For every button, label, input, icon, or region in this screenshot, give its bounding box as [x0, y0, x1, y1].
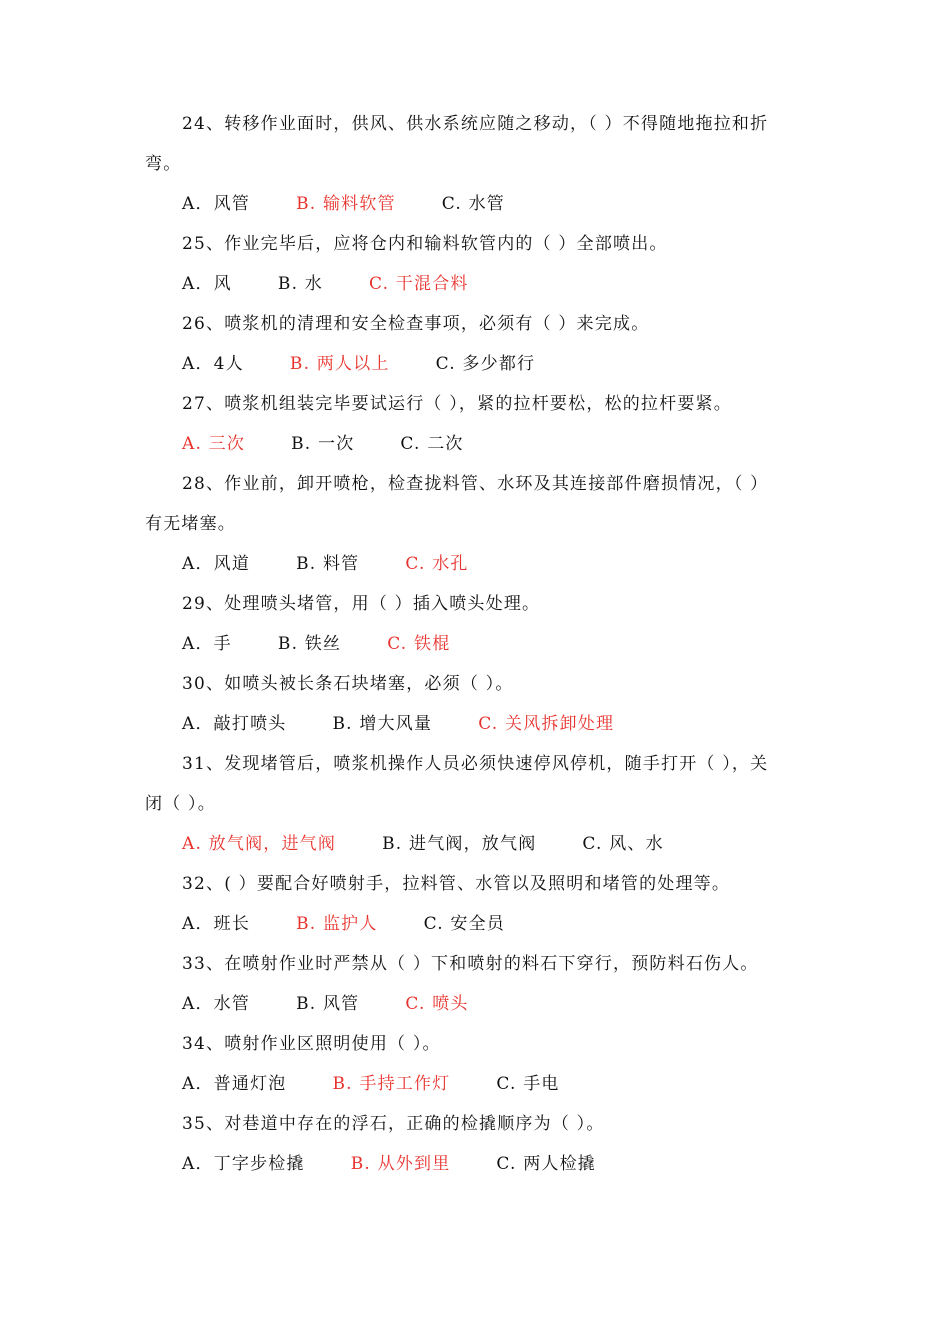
answer-option: C. 风、水	[582, 834, 664, 854]
question-stem: 33、在喷射作业时严禁从（ ）下和喷射的料石下穿行，预防料石伤人。	[182, 954, 759, 974]
question-stem: 29、处理喷头堵管，用（ ）插入喷头处理。	[182, 594, 541, 614]
correct-answer-option: C. 喷头	[405, 994, 469, 1014]
answer-option: C. 两人检撬	[496, 1154, 596, 1174]
question-stem: 30、如喷头被长条石块堵塞，必须（ ）。	[182, 674, 514, 694]
answer-option: C. 安全员	[423, 914, 506, 934]
answer-option: B. 水	[277, 274, 323, 294]
answer-option: B. 增大风量	[332, 714, 433, 734]
question-stem: 28、作业前，卸开喷枪，检查拢料管、水环及其连接部件磨损情况，（ ）	[182, 474, 769, 494]
answer-option: A．风管	[182, 194, 251, 214]
question-stem-continued: 闭（ ）。	[145, 794, 216, 814]
correct-answer-option: A. 三次	[182, 434, 246, 454]
answer-option: A．风	[182, 274, 232, 294]
question-stem: 27、喷浆机组装完毕要试运行（ ），紧的拉杆要松，松的拉杆要紧。	[182, 394, 732, 414]
correct-answer-option: B. 输料软管	[296, 194, 396, 214]
question-stem: 25、作业完毕后，应将仓内和输料软管内的（ ）全部喷出。	[182, 234, 668, 254]
answer-option: B. 料管	[296, 554, 360, 574]
answer-option: B. 铁丝	[277, 634, 342, 654]
question-stem-continued: 有无堵塞。	[145, 514, 236, 534]
question-stem: 35、对巷道中存在的浮石，正确的检撬顺序为（ ）。	[182, 1114, 605, 1134]
answer-option: A．敲打喷头	[182, 714, 287, 734]
correct-answer-option: C. 关风拆卸处理	[478, 714, 615, 734]
question-stem: 32、( ）要配合好喷射手，拉料管、水管以及照明和堵管的处理等。	[182, 874, 731, 894]
correct-answer-option: B. 手持工作灯	[332, 1074, 451, 1094]
answer-option: A．普通灯泡	[182, 1074, 287, 1094]
correct-answer-option: A. 放气阀，进气阀	[182, 834, 337, 854]
answer-option: A．水管	[182, 994, 251, 1014]
answer-option: A．班长	[182, 914, 251, 934]
correct-answer-option: C. 水孔	[405, 554, 469, 574]
correct-answer-option: C. 铁棍	[387, 634, 451, 654]
correct-answer-option: B. 监护人	[296, 914, 378, 934]
answer-option: C. 水管	[441, 194, 505, 214]
answer-option: A．风道	[182, 554, 251, 574]
question-stem: 31、发现堵管后，喷浆机操作人员必须快速停风停机，随手打开（ ），关	[182, 754, 769, 774]
correct-answer-option: B. 两人以上	[289, 354, 390, 374]
question-stem: 26、喷浆机的清理和安全检查事项，必须有（ ）来完成。	[182, 314, 650, 334]
question-stem: 24、转移作业面时，供风、供水系统应随之移动，（ ）不得随地拖拉和折	[182, 114, 769, 134]
answer-option: C. 手电	[496, 1074, 560, 1094]
question-stem-continued: 弯。	[145, 154, 182, 174]
answer-option: B. 风管	[296, 994, 360, 1014]
answer-option: C. 二次	[400, 434, 464, 454]
answer-option: C. 多少都行	[435, 354, 536, 374]
question-stem: 34、喷射作业区照明使用（ ）。	[182, 1034, 441, 1054]
answer-option: A．4人	[182, 354, 244, 374]
correct-answer-option: B. 从外到里	[350, 1154, 451, 1174]
answer-option: B. 进气阀，放气阀	[382, 834, 537, 854]
correct-answer-option: C. 干混合料	[369, 274, 469, 294]
answer-option: A．丁字步检撬	[182, 1154, 305, 1174]
answer-option: B. 一次	[291, 434, 355, 454]
answer-option: A．手	[182, 634, 232, 654]
